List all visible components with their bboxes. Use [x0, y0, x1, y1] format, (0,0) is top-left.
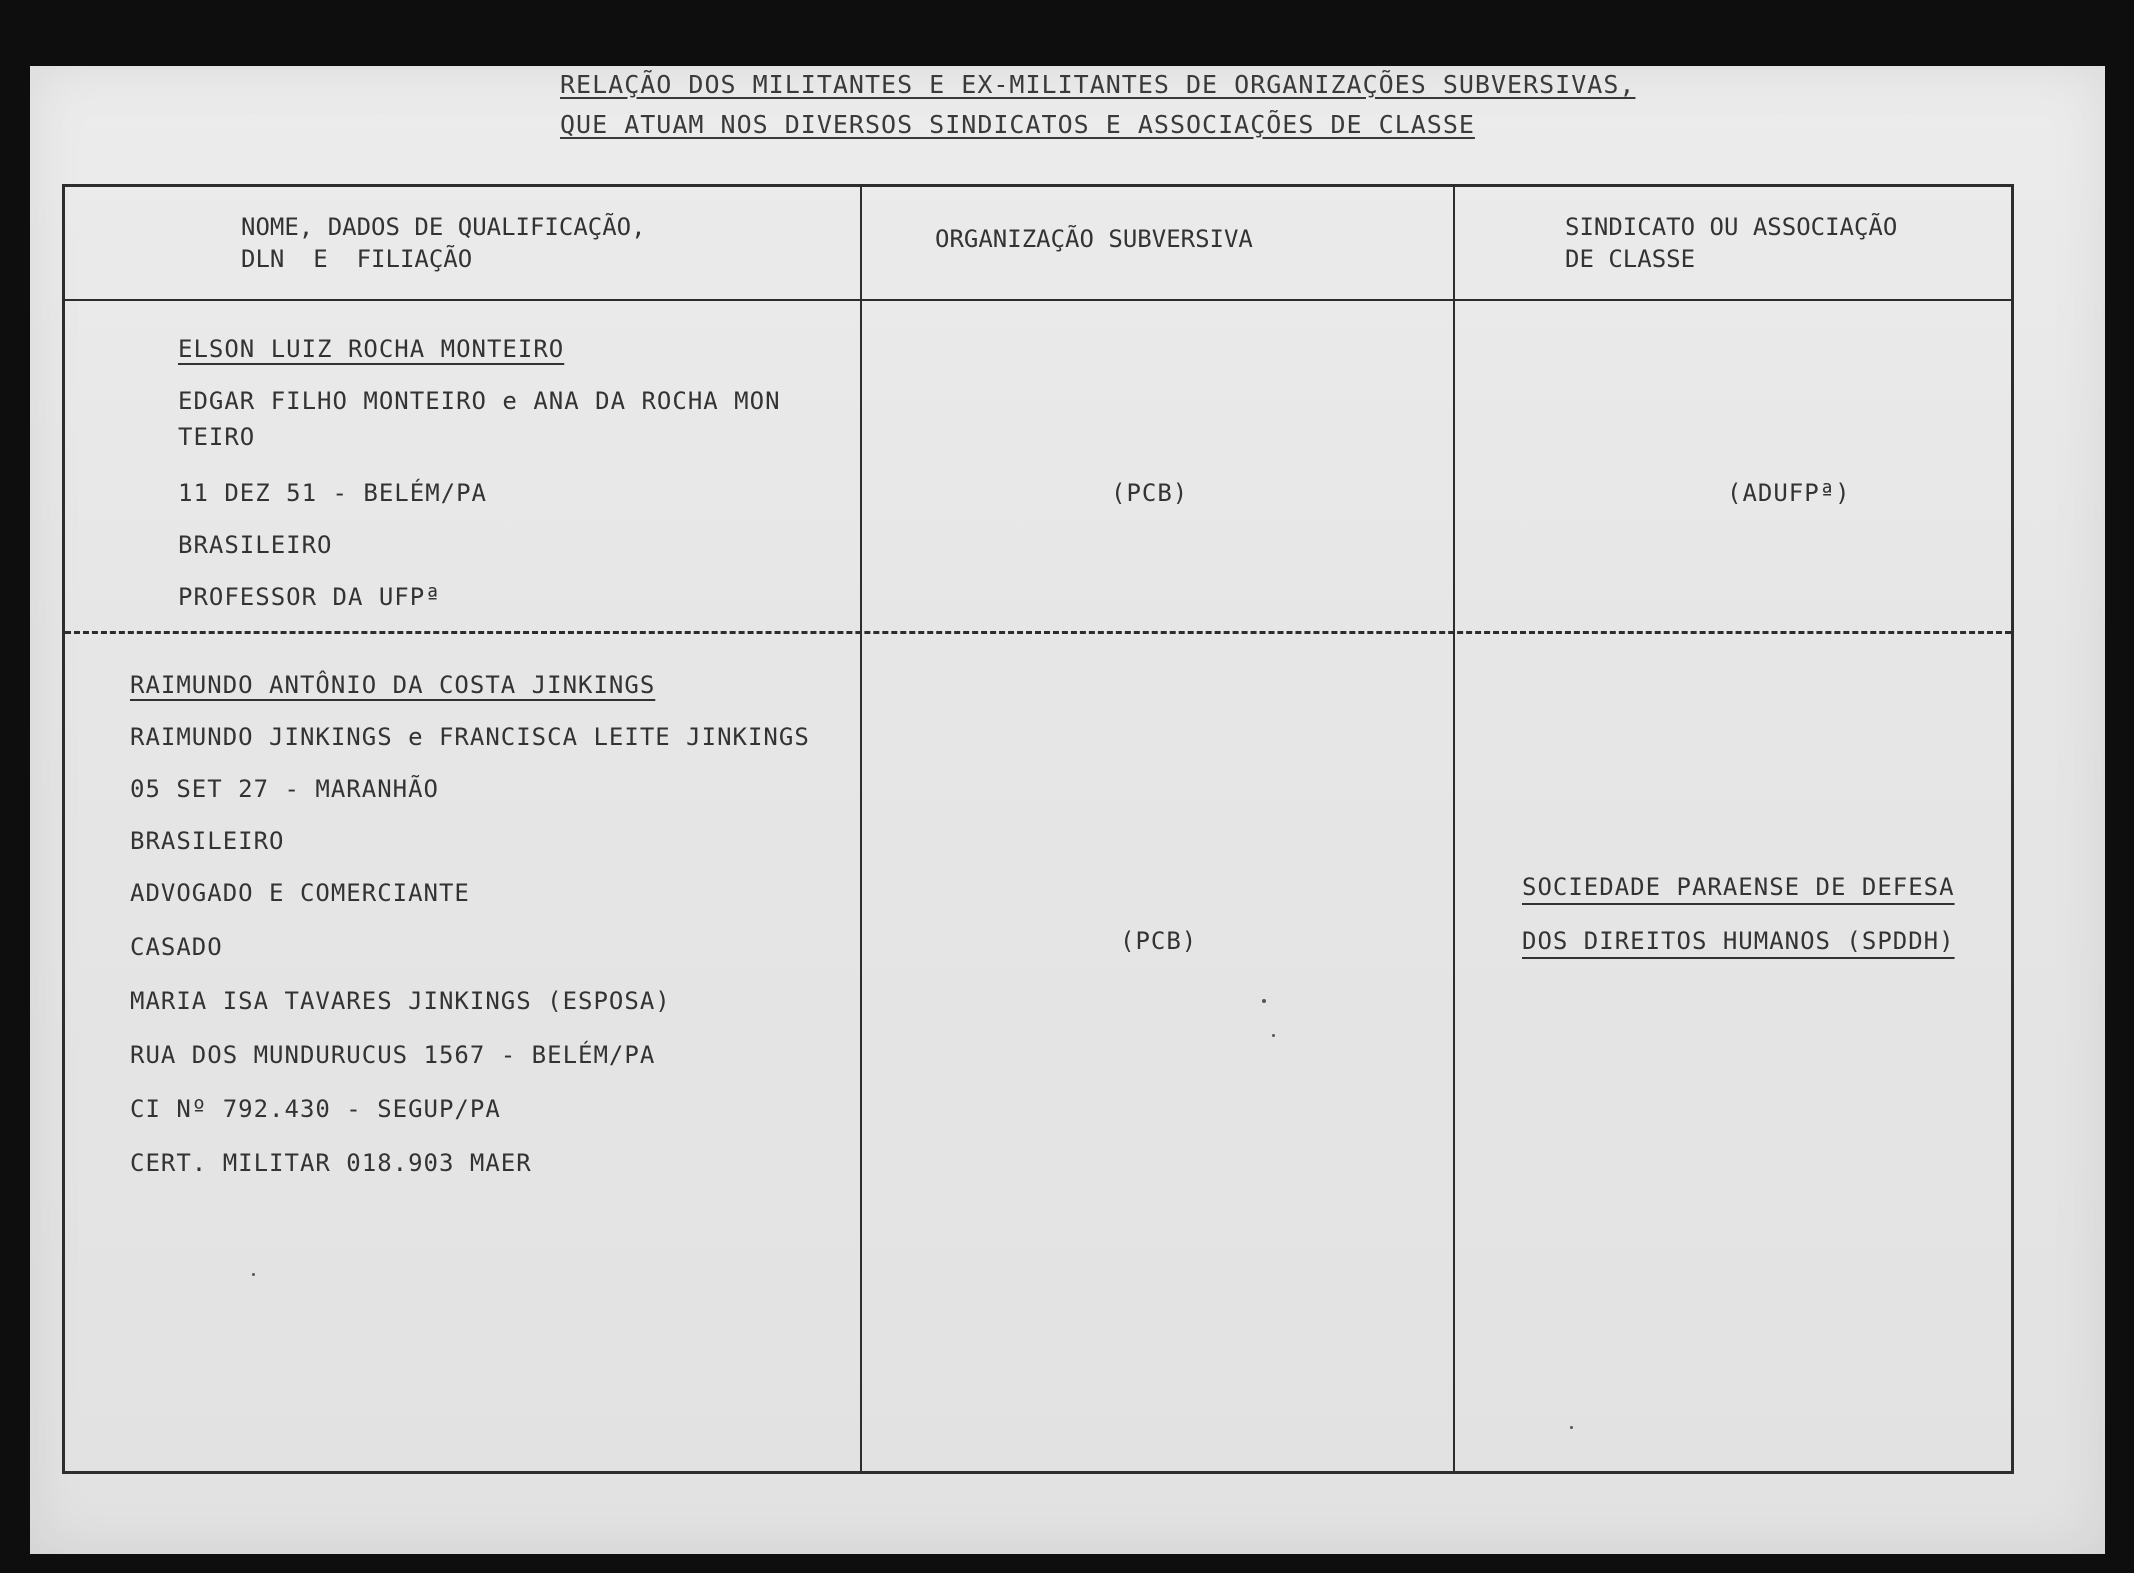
document-title-line-1: RELAÇÃO DOS MILITANTES E EX-MILITANTES DE ORGANIZAÇÕES SUBVERSIVAS, — [560, 70, 1636, 99]
row-2-detail: ADVOGADO E COMERCIANTE — [130, 879, 470, 907]
row-2-detail: RAIMUNDO JINKINGS e FRANCISCA LEITE JINKINGS — [130, 723, 810, 751]
document-title-line-2: QUE ATUAM NOS DIVERSOS SINDICATOS E ASSOCIAÇÕES DE CLASSE — [560, 110, 1475, 139]
row-2-detail: CASADO — [130, 933, 223, 961]
scan-speck — [1570, 1426, 1573, 1429]
row-2-detail: BRASILEIRO — [130, 827, 285, 855]
scan-speck — [252, 1273, 255, 1276]
row-1-detail: PROFESSOR DA UFPª — [178, 583, 441, 611]
row-2-name: RAIMUNDO ANTÔNIO DA COSTA JINKINGS — [130, 671, 656, 699]
row-1-detail: 11 DEZ 51 - BELÉM/PA — [178, 479, 487, 507]
row-2-detail: CERT. MILITAR 018.903 MAER — [130, 1149, 532, 1177]
row-2-detail: RUA DOS MUNDURUCUS 1567 - BELÉM/PA — [130, 1041, 656, 1069]
column-divider — [1453, 187, 1455, 1471]
header-divider — [65, 299, 2011, 301]
militants-table — [62, 184, 2014, 1474]
row-2-detail: CI Nº 792.430 - SEGUP/PA — [130, 1095, 501, 1123]
row-1-union: (ADUFPª) — [1727, 479, 1851, 507]
row-2-organization: (PCB) — [1120, 927, 1198, 955]
row-2-detail: 05 SET 27 - MARANHÃO — [130, 775, 439, 803]
row-2-union: DOS DIREITOS HUMANOS (SPDDH) — [1522, 927, 1955, 955]
row-1-organization: (PCB) — [1111, 479, 1189, 507]
column-divider — [860, 187, 862, 1471]
row-1-detail: TEIRO — [178, 423, 256, 451]
scan-speck — [1272, 1034, 1275, 1037]
row-1-detail: BRASILEIRO — [178, 531, 333, 559]
column-header-union: SINDICATO OU ASSOCIAÇÃO DE CLASSE — [1565, 213, 1898, 273]
column-header-organization: ORGANIZAÇÃO SUBVERSIVA — [935, 225, 1253, 253]
document-page — [30, 66, 2105, 1554]
row-2-detail: MARIA ISA TAVARES JINKINGS (ESPOSA) — [130, 987, 671, 1015]
row-1-detail: EDGAR FILHO MONTEIRO e ANA DA ROCHA MON — [178, 387, 781, 415]
scan-speck — [1262, 999, 1266, 1003]
row-1-name: ELSON LUIZ ROCHA MONTEIRO — [178, 335, 565, 363]
row-divider — [65, 631, 2011, 634]
column-header-name: NOME, DADOS DE QUALIFICAÇÃO, DLN E FILIAÇÃO — [241, 213, 646, 273]
row-2-union: SOCIEDADE PARAENSE DE DEFESA — [1522, 873, 1955, 901]
